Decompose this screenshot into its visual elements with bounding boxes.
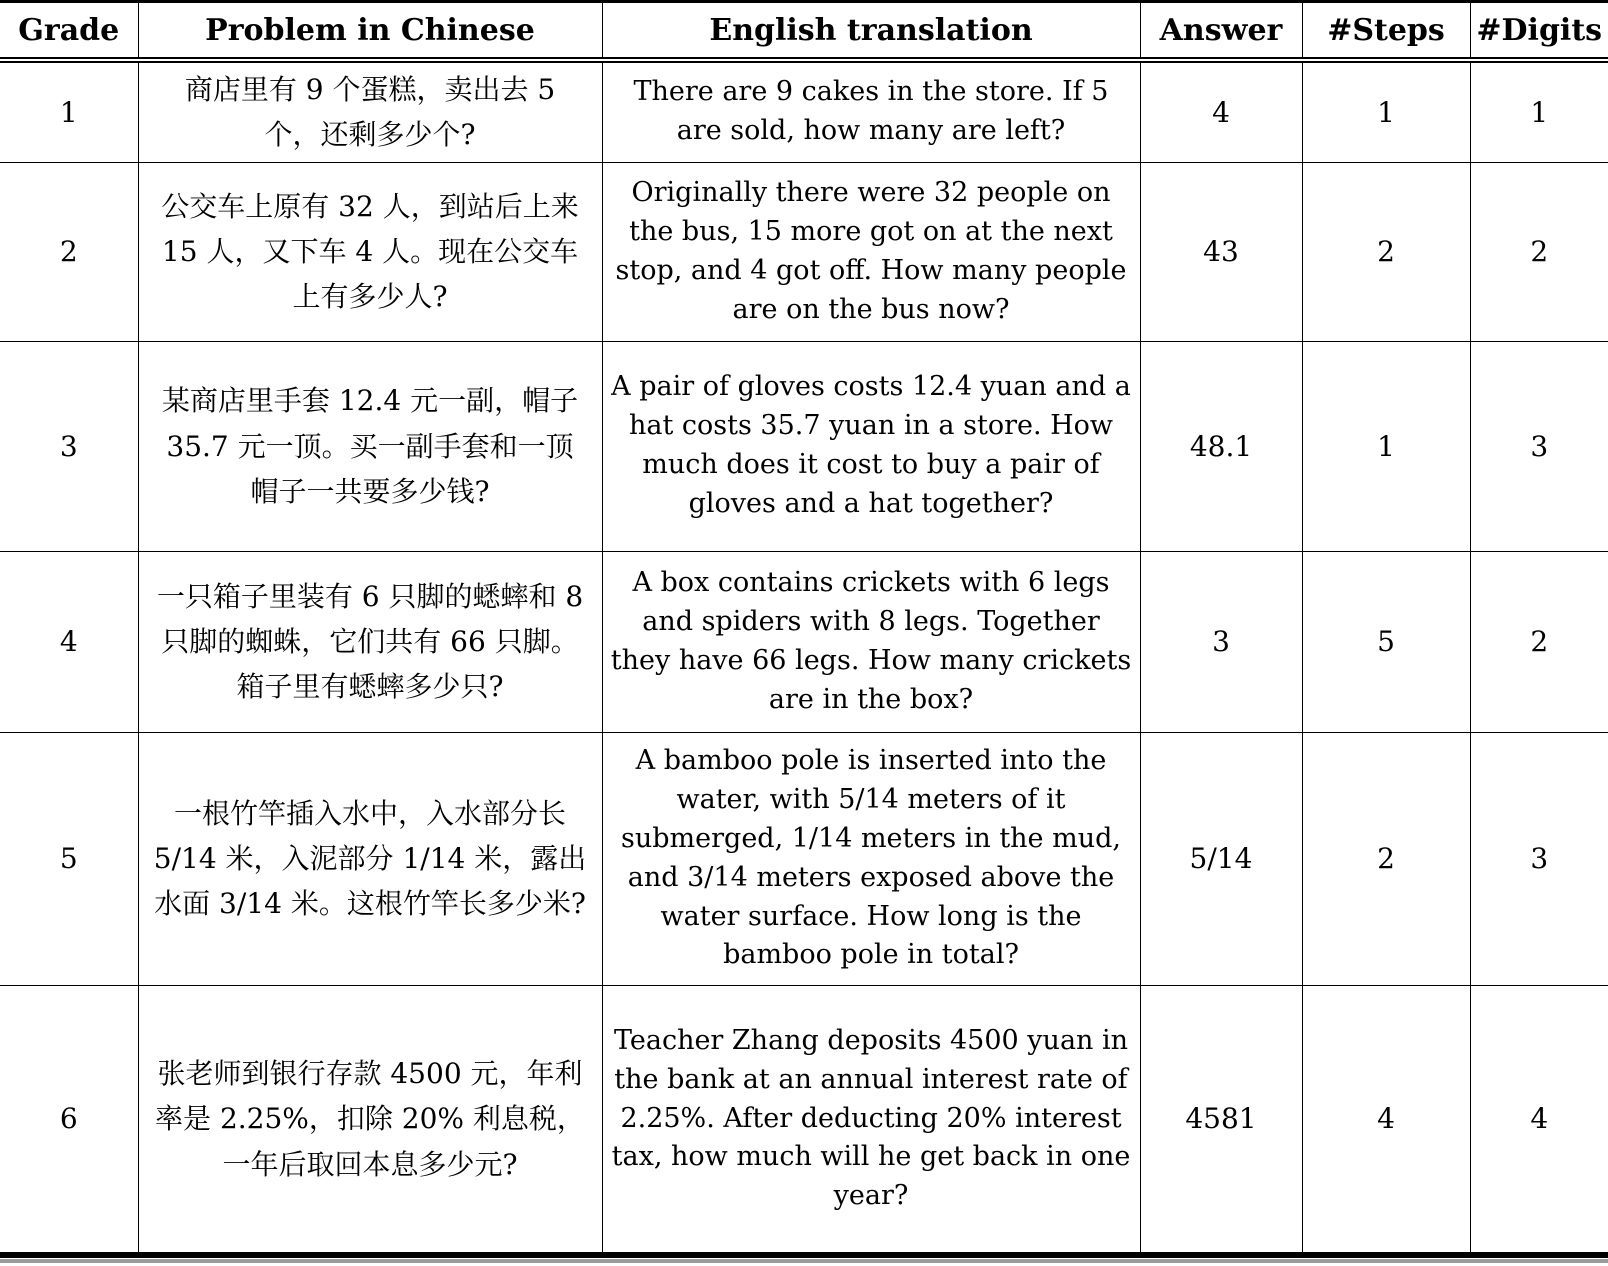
digits-cell: 4 <box>1470 985 1608 1255</box>
table-bottom-rule <box>0 1259 1608 1263</box>
answer-cell: 43 <box>1140 162 1302 341</box>
problem-zh-cell: 商店里有 9 个蛋糕，卖出去 5 个，还剩多少个? <box>138 60 602 162</box>
problem-zh-cell: 某商店里手套 12.4 元一副，帽子 35.7 元一顶。买一副手套和一顶帽子一共要多少钱? <box>138 341 602 551</box>
steps-cell: 2 <box>1302 732 1470 985</box>
answer-cell: 48.1 <box>1140 341 1302 551</box>
table-row-grade-2 <box>0 162 1608 341</box>
english-cell: A box contains crickets with 6 legs and spiders with 8 legs. Together they have 66 legs. How many crickets are in the box? <box>602 551 1140 732</box>
digits-cell: 2 <box>1470 551 1608 732</box>
digits-cell: 1 <box>1470 60 1608 162</box>
column-header-steps: #Steps <box>1302 2 1470 61</box>
english-cell: A bamboo pole is inserted into the water, with 5/14 meters of it submerged, 1/14 meters in the mud, and 3/14 meters exposed above the water surface. How long is the bamboo pole in total? <box>602 732 1140 985</box>
grade-cell: 5 <box>0 732 138 985</box>
table-row-grade-5 <box>0 732 1608 985</box>
column-header-digits: #Digits <box>1470 2 1608 61</box>
grade-cell: 2 <box>0 162 138 341</box>
english-cell: Teacher Zhang deposits 4500 yuan in the bank at an annual interest rate of 2.25%. After deducting 20% interest tax, how much will he get back in one year? <box>602 985 1140 1255</box>
answer-cell: 4581 <box>1140 985 1302 1255</box>
problem-zh-cell: 一根竹竿插入水中，入水部分长 5/14 米，入泥部分 1/14 米，露出水面 3/14 米。这根竹竿长多少米? <box>138 732 602 985</box>
grade-cell: 3 <box>0 341 138 551</box>
steps-cell: 2 <box>1302 162 1470 341</box>
table-row-grade-6 <box>0 985 1608 1255</box>
steps-cell: 4 <box>1302 985 1470 1255</box>
digits-cell: 2 <box>1470 162 1608 341</box>
column-header-grade: Grade <box>0 2 138 61</box>
column-header-english-translation: English translation <box>602 2 1140 61</box>
grade-cell: 4 <box>0 551 138 732</box>
table-row-grade-4 <box>0 551 1608 732</box>
english-cell: Originally there were 32 people on the bus, 15 more got on at the next stop, and 4 got off. How many people are on the bus now? <box>602 162 1140 341</box>
column-header-problem-chinese: Problem in Chinese <box>138 2 602 61</box>
grade-cell: 1 <box>59 95 78 129</box>
problem-zh-cell: 张老师到银行存款 4500 元，年利率是 2.25%，扣除 20% 利息税，一年后取回本息多少元? <box>138 985 602 1255</box>
grade-cell: 6 <box>0 985 138 1255</box>
problem-zh-cell: 一只箱子里装有 6 只脚的蟋蟀和 8 只脚的蜘蛛，它们共有 66 只脚。箱子里有蟋蟀多少只? <box>138 551 602 732</box>
digits-cell: 3 <box>1470 341 1608 551</box>
header-row <box>0 2 1608 61</box>
steps-cell: 1 <box>1302 341 1470 551</box>
table-row-grade-3 <box>0 341 1608 551</box>
english-cell: There are 9 cakes in the store. If 5 are sold, how many are left? <box>602 60 1140 162</box>
answer-cell: 4 <box>1140 60 1302 162</box>
digits-cell: 3 <box>1470 732 1608 985</box>
problem-zh-cell: 公交车上原有 32 人，到站后上来 15 人，又下车 4 人。现在公交车上有多少人? <box>138 162 602 341</box>
column-header-answer: Answer <box>1140 2 1302 61</box>
answer-cell: 5/14 <box>1140 732 1302 985</box>
english-cell: A pair of gloves costs 12.4 yuan and a hat costs 35.7 yuan in a store. How much does it cost to buy a pair of gloves and a hat together? <box>602 341 1140 551</box>
steps-cell: 5 <box>1302 551 1470 732</box>
table-row-grade-1 <box>0 60 1608 162</box>
answer-cell: 3 <box>1140 551 1302 732</box>
steps-cell: 1 <box>1302 60 1470 162</box>
